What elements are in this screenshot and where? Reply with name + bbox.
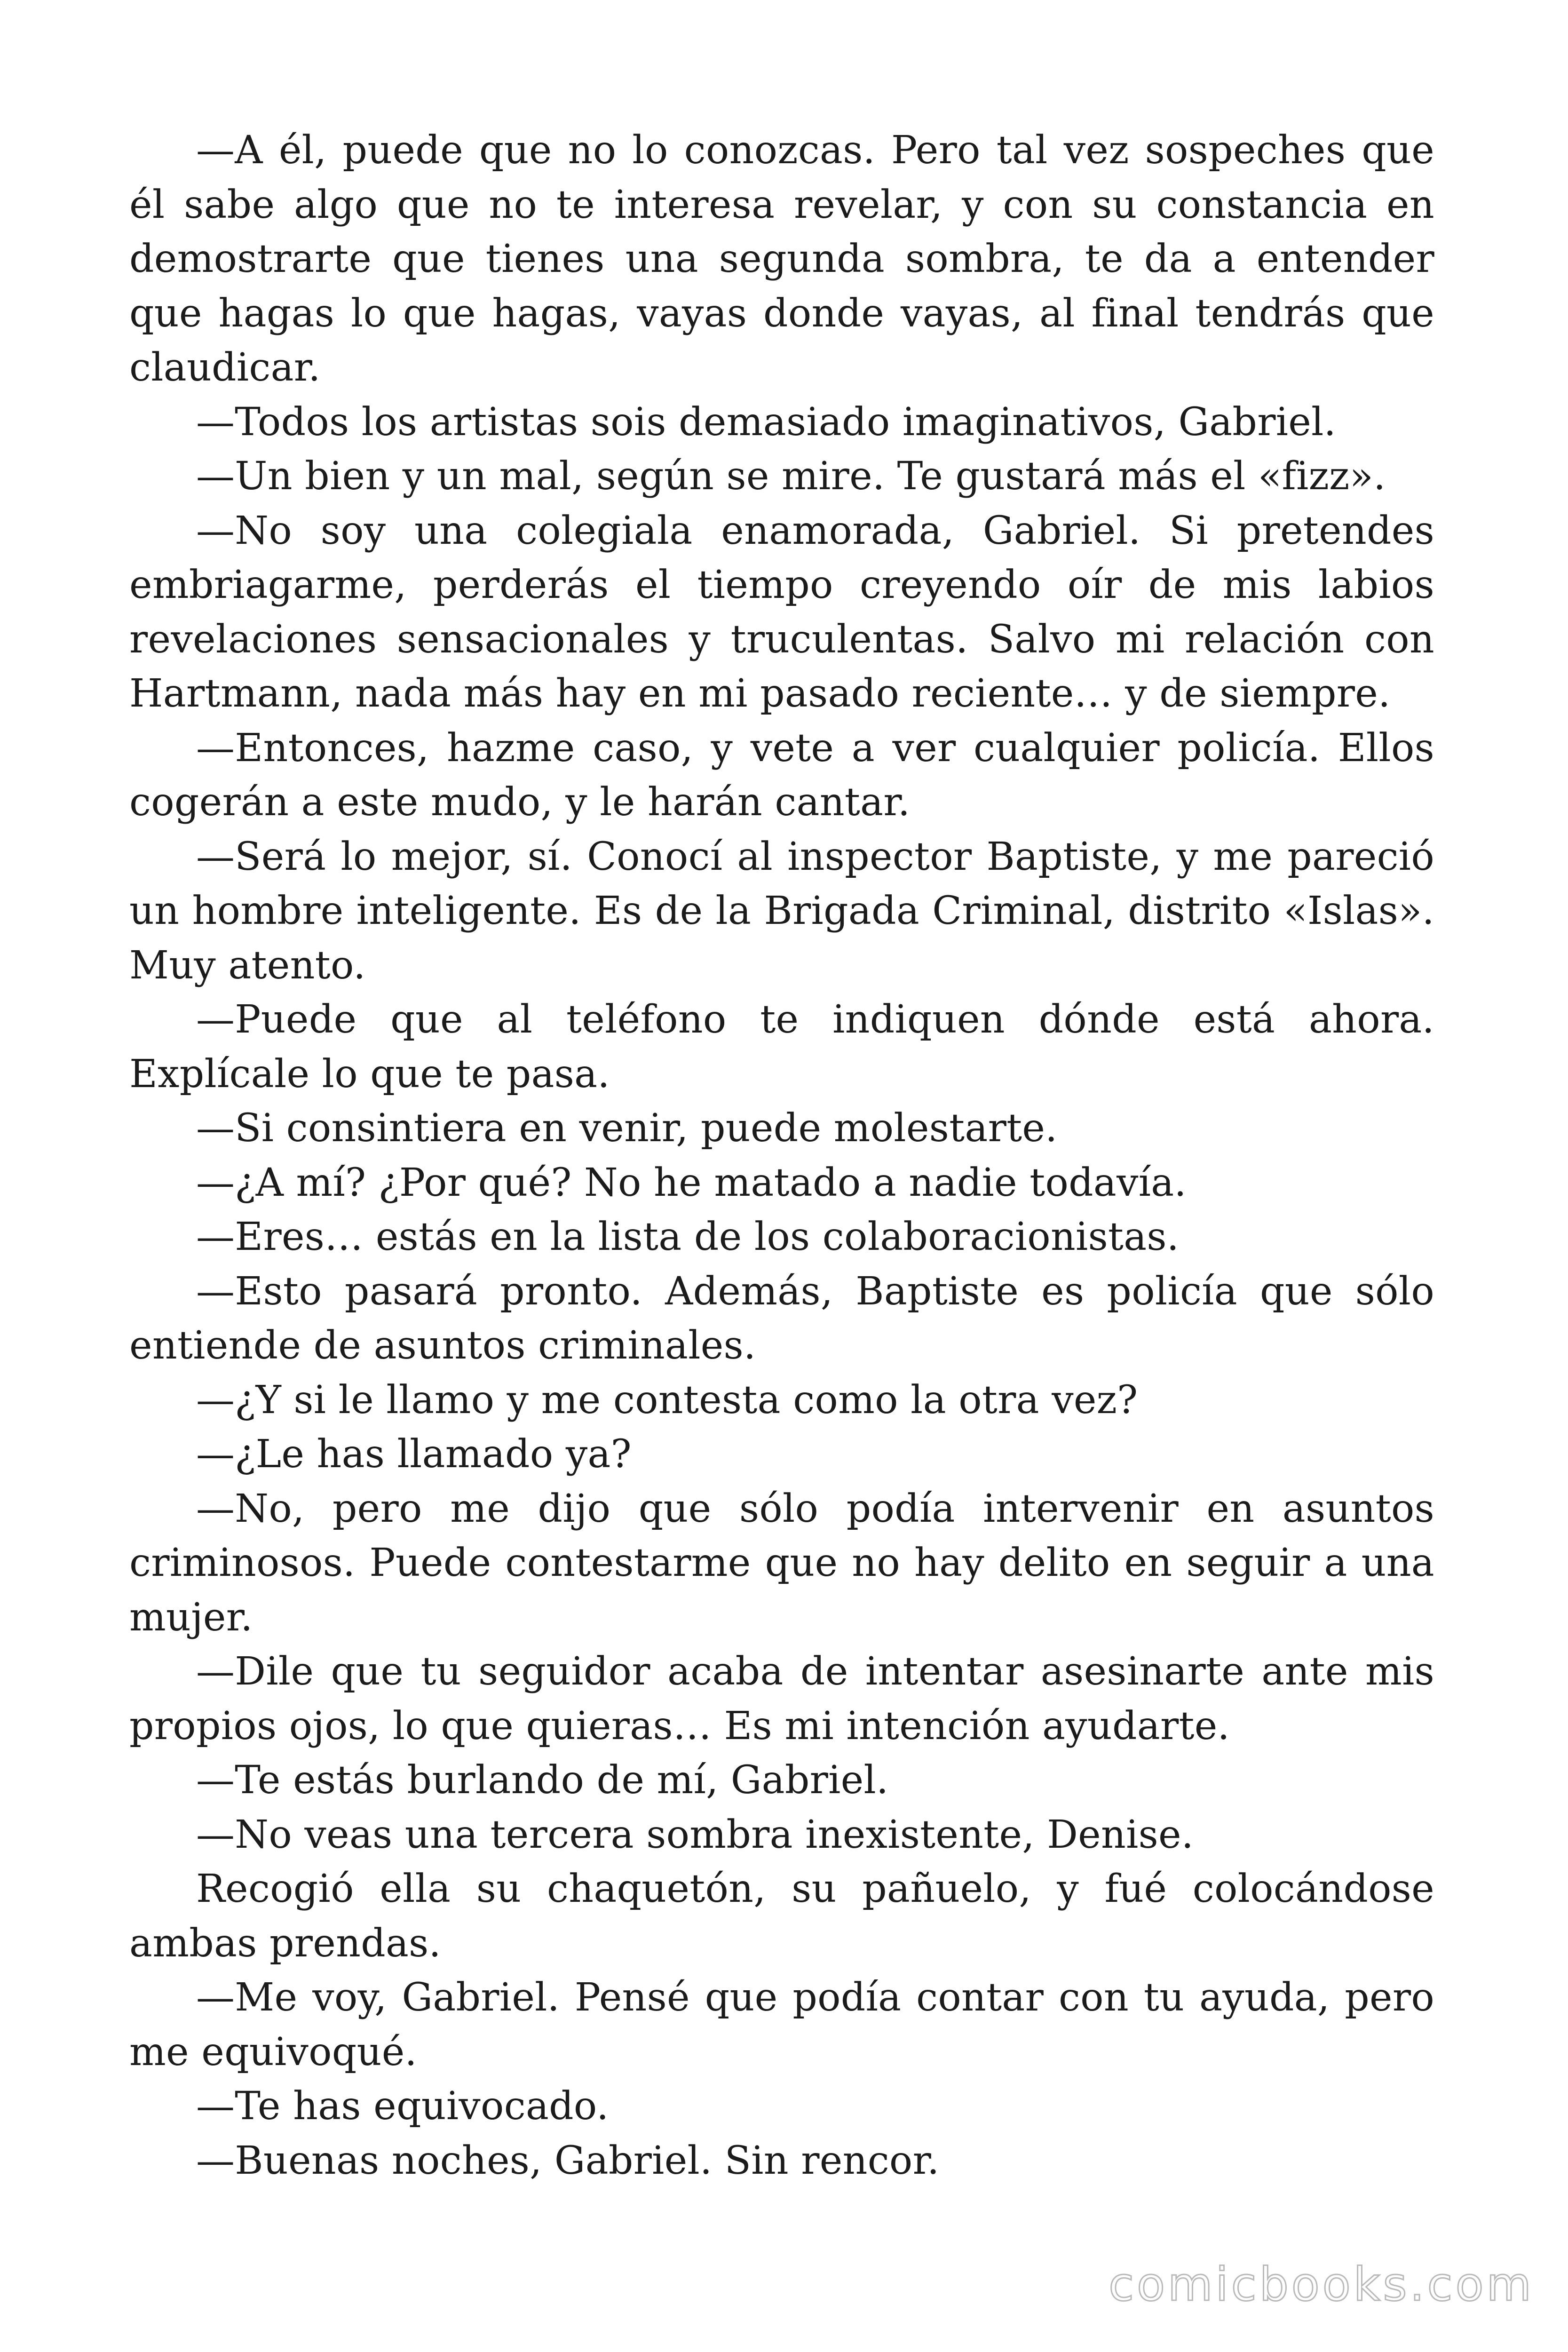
- paragraph: —A él, puede que no lo conozcas. Pero tal vez sospeches que él sabe algo que no te interesa revelar, y con su constancia en demostrarte que tienes una segunda sombra, te da a entender que hagas lo que hagas, vayas donde vayas, al final tendrás que claudicar.: [129, 128, 1434, 390]
- paragraph: —Eres… estás en la lista de los colaboracionistas.: [196, 1215, 1180, 1259]
- paragraph: —Esto pasará pronto. Además, Baptiste es policía que sólo entiende de asuntos criminales.: [129, 1269, 1434, 1368]
- paragraph: —Dile que tu seguidor acaba de intentar asesinarte ante mis propios ojos, lo que quieras… Es mi intención ayudarte.: [129, 1649, 1434, 1748]
- watermark: comicbooks.com: [1109, 2258, 1534, 2312]
- paragraph: —Me voy, Gabriel. Pensé que podía contar con tu ayuda, pero me equivoqué.: [129, 1975, 1434, 2074]
- paragraph: —No veas una tercera sombra inexistente, Denise.: [196, 1812, 1194, 1857]
- paragraph: —Te estás burlando de mí, Gabriel.: [196, 1758, 889, 1803]
- paragraph: —No soy una colegiala enamorada, Gabriel. Si pretendes embriagarme, perderás el tiempo creyendo oír de mis labios revelaciones sensacionales y truculentas. Salvo mi relación con Hartmann, nada más hay en mi pasado reciente… y de siempre.: [129, 508, 1434, 716]
- paragraph: —Entonces, hazme caso, y vete a ver cualquier policía. Ellos cogerán a este mudo, y le harán cantar.: [129, 725, 1434, 825]
- paragraph: —Te has equivocado.: [196, 2084, 609, 2129]
- paragraph: —¿A mí? ¿Por qué? No he matado a nadie todavía.: [196, 1160, 1187, 1205]
- paragraph: —Será lo mejor, sí. Conocí al inspector Baptiste, y me pareció un hombre inteligente. Es de la Brigada Criminal, distrito «Islas». Muy atento.: [129, 834, 1434, 988]
- paragraph: —Si consintiera en venir, puede molestarte.: [196, 1106, 1058, 1151]
- paragraph: —Un bien y un mal, según se mire. Te gustará más el «fizz».: [196, 454, 1386, 499]
- paragraph: —¿Y si le llamo y me contesta como la otra vez?: [196, 1377, 1138, 1422]
- paragraph: Recogió ella su chaquetón, su pañuelo, y fué colocándose ambas prendas.: [129, 1867, 1434, 1966]
- paragraph: —¿Le has llamado ya?: [196, 1432, 632, 1477]
- paragraph: —Todos los artistas sois demasiado imaginativos, Gabriel.: [196, 399, 1336, 445]
- paragraph: —No, pero me dijo que sólo podía intervenir en asuntos criminosos. Puede contestarme que no hay delito en seguir a una mujer.: [129, 1486, 1434, 1640]
- paragraph: —Puede que al teléfono te indiquen dónde está ahora. Explícale lo que te pasa.: [129, 997, 1434, 1097]
- page-text: [129, 123, 1434, 2188]
- paragraph: —Buenas noches, Gabriel. Sin rencor.: [196, 2138, 940, 2183]
